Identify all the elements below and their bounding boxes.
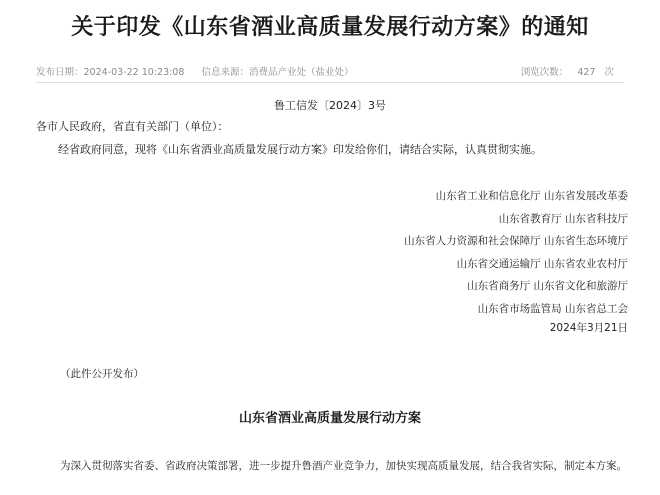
views-count: 427: [577, 67, 596, 78]
info-source: 信息来源：消费品产业处（盐业处）: [201, 67, 354, 78]
meta-bar: [36, 62, 624, 83]
document-number: 鲁工信发〔2024〕3号: [274, 99, 386, 112]
page-title: 关于印发《山东省酒业高质量发展行动方案》的通知: [71, 15, 589, 40]
intro-paragraph: 经省政府同意，现将《山东省酒业高质量发展行动方案》印发给你们，请结合实际，认真贯彻实施。: [58, 143, 542, 156]
signer-line: 山东省市场监管局 山东省总工会: [477, 302, 628, 315]
body-paragraph: 为深入贯彻落实省委、省政府决策部署，进一步提升鲁酒产业竞争力，加快实现高质量发展，结合我省实际，制定本方案。: [60, 460, 627, 472]
signer-line: 山东省交通运输厅 山东省农业农村厅: [456, 257, 628, 270]
signer-block: [404, 185, 628, 320]
signer-line: 山东省教育厅 山东省科技厅: [498, 212, 628, 225]
view-counter: [515, 64, 614, 78]
meta-info: [36, 64, 367, 78]
views-unit: 次: [604, 67, 614, 78]
publish-date: 发布日期：2024-03-22 10:23:08: [36, 67, 185, 78]
issue-date: 2024年3月21日: [549, 322, 628, 334]
views-label: 浏览次数：: [520, 67, 569, 78]
signer-line: 山东省工业和信息化厅 山东省发展改革委: [435, 190, 628, 202]
signer-line: 山东省商务厅 山东省文化和旅游厅: [467, 280, 628, 292]
public-note: （此件公开发布）: [60, 368, 144, 380]
signer-line: 山东省人力资源和社会保障厅 山东省生态环境厅: [404, 235, 628, 247]
addressee: 各市人民政府，省直有关部门（单位）：: [36, 120, 229, 133]
document-title: 山东省酒业高质量发展行动方案: [238, 411, 421, 426]
